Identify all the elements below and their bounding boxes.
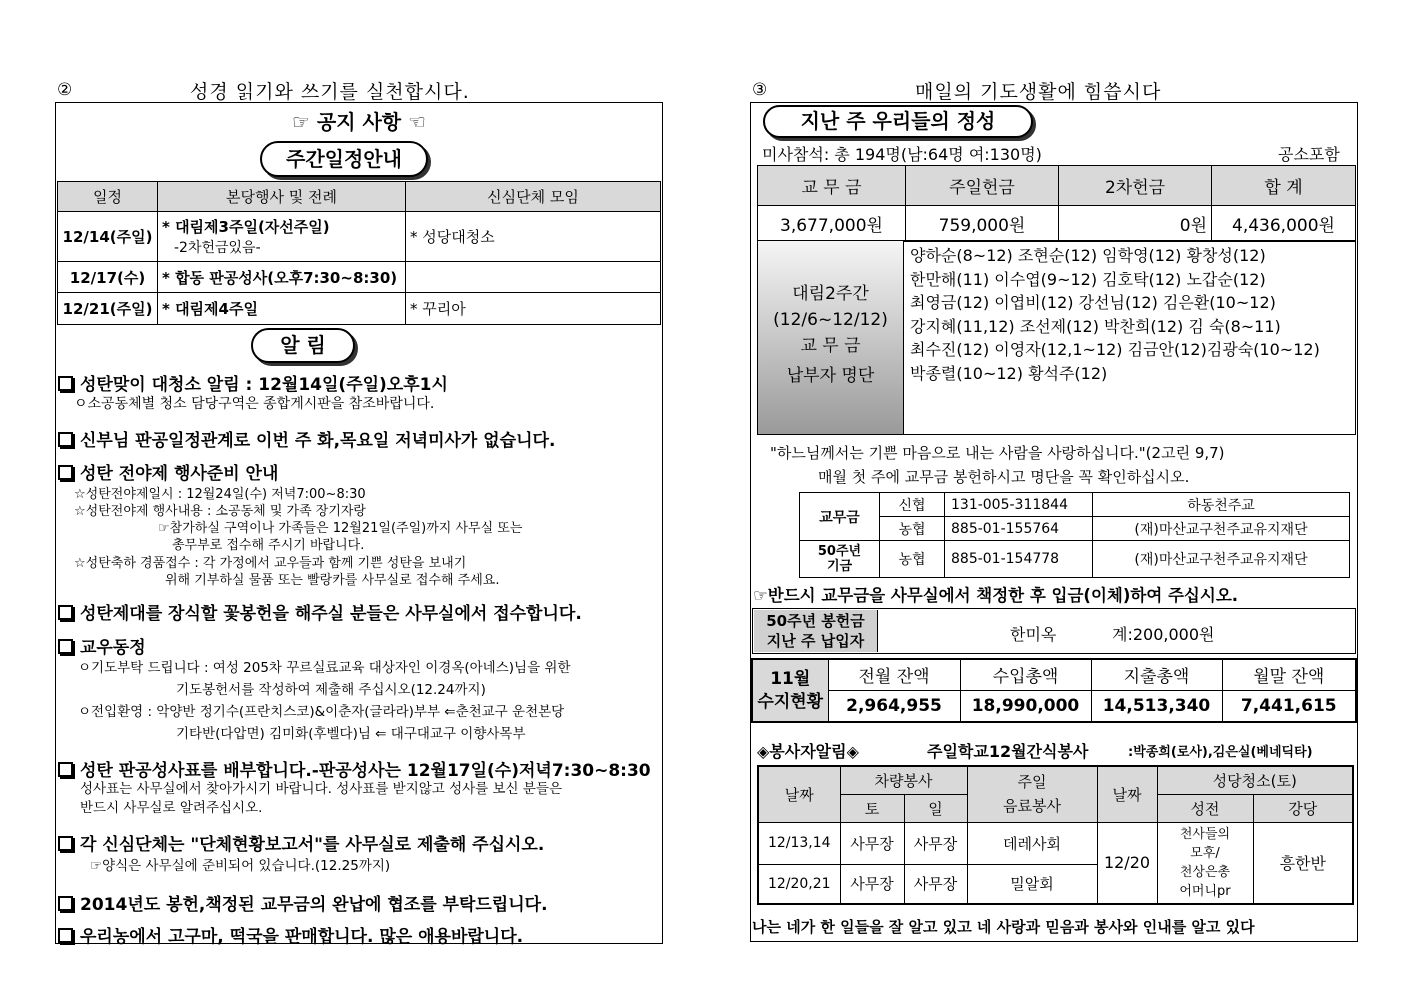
fifty-box-label — [754, 610, 878, 652]
vol-header-sanctuary: 성전 — [1157, 794, 1253, 822]
notice-tithe-heading — [58, 890, 548, 915]
donor-line: 최수진(12) 이영자(12,1~12) 김금안(12)김광숙(10~12) — [910, 340, 1320, 359]
donor-line: 양하순(8~12) 조현순(12) 임학영(12) 황창성(12) — [910, 246, 1266, 265]
vol-header-sun: 일 — [904, 794, 967, 822]
notice-line: ☆성탄전야제 행사내용 : 소공동체 및 가족 장기자랑 — [74, 504, 366, 519]
account-bank: 농협 — [880, 517, 945, 541]
account-table — [799, 492, 1350, 578]
offering-value: 4,436,000원 — [1212, 206, 1356, 242]
schedule-event-sub: -2차헌금있음- — [174, 240, 261, 256]
schedule-group — [406, 262, 661, 293]
donor-label-line: 납부자 명단 — [786, 366, 875, 386]
notice-line: 총무부로 접수해 주시기 바랍니다. — [172, 538, 365, 553]
notice-text: 우리농에서 고구마, 떡국을 판매합니다. 많은 애용바랍니다. — [80, 927, 524, 947]
page-number-left: ② — [57, 80, 73, 100]
notice-line: 반드시 사무실로 알려주십시오. — [80, 800, 263, 816]
schedule-group: * 꾸리아 — [406, 293, 661, 325]
notice-flowers-heading — [58, 599, 582, 624]
account-number: 885-01-154778 — [945, 541, 1093, 578]
offering-value: 3,677,000원 — [758, 206, 906, 242]
vol-header-car: 차량봉사 — [840, 766, 967, 794]
notice-report-heading — [58, 830, 544, 855]
vol-sat: 사무장 — [840, 822, 904, 864]
notice-cleaning-heading — [58, 370, 448, 395]
clean-hall: 흥한반 — [1253, 822, 1353, 904]
vol-header-drink-line: 음료봉사 — [1003, 797, 1061, 816]
notice-mass-heading — [58, 426, 555, 451]
offering-table — [757, 165, 1356, 242]
notice-text: 성탄맞이 대청소 알림 : 12월14일(주일)오후1시 — [80, 375, 448, 395]
finance-header: 전월 잔액 — [828, 659, 960, 690]
vol-drink: 밀알회 — [967, 864, 1097, 904]
fifty-label-line: 기금 — [826, 559, 853, 574]
schedule-event: * 대림제3주일(자선주일) — [162, 218, 330, 236]
fifty-box-label-line: 지난 주 납입자 — [766, 632, 865, 650]
offering-header: 2차헌금 — [1059, 166, 1212, 206]
notice-line: ☞참가하실 구역이나 가족들은 12월21일(주일)까지 사무실 또는 — [158, 521, 523, 536]
page-title-right: 매일의 기도생활에 힘씁시다 — [915, 81, 1162, 103]
offering-header: 주일헌금 — [906, 166, 1059, 206]
sunday-school-names: :박종희(로사),김은실(베네딕타) — [1128, 745, 1313, 760]
notice-line: ㅇ기도부탁 드립니다 : 여성 205차 꾸르실료교육 대상자인 이경옥(아네스)님을 위한 — [78, 660, 571, 676]
vol-drink: 데레사회 — [967, 822, 1097, 864]
donor-list — [910, 244, 1320, 385]
vol-header-drink-line: 주일 — [1017, 773, 1047, 792]
quote: "하느님께서는 기쁜 마음으로 내는 사람을 사랑하십니다."(2고린 9,7) — [770, 444, 1225, 462]
schedule-row — [58, 293, 661, 325]
notice-text: 성탄제대를 장식할 꽃봉헌을 해주실 분들은 사무실에서 접수합니다. — [80, 604, 582, 624]
fifty-box-name: 한미옥 — [1010, 625, 1057, 644]
vol-header-drink — [967, 766, 1097, 822]
checkbox-square-icon — [58, 432, 73, 447]
kyomu-label: 교무금 — [800, 493, 880, 541]
clean-sanctuary-line: 어머니pr — [1179, 883, 1231, 899]
vol-header-hall: 강당 — [1253, 794, 1353, 822]
notice-text: 각 신심단체는 "단체현황보고서"를 사무실로 제출해 주십시오. — [80, 835, 545, 855]
account-owner: 하동천주교 — [1093, 493, 1350, 517]
vol-header-clean: 성당청소(토) — [1157, 766, 1353, 794]
schedule-event: * 합동 판공성사(오후7:30~8:30) — [158, 262, 406, 293]
schedule-header-group: 신심단체 모임 — [406, 182, 661, 212]
finance-label-line: 11월 — [770, 668, 811, 689]
alim-badge: 알 림 — [251, 328, 355, 363]
notice-line: 성사표는 사무실에서 찾아가시기 바랍니다. 성사표를 받지않고 성사를 보신 분들은 — [80, 781, 563, 797]
account-number: 885-01-155764 — [945, 517, 1093, 541]
volunteer-title: ◈봉사자알림◈ — [757, 742, 859, 761]
notice-parishioners-heading — [58, 633, 146, 658]
clean-sanctuary — [1157, 822, 1253, 904]
schedule-header-row — [58, 182, 661, 212]
clean-sanctuary-line: 모후/ — [1190, 845, 1220, 861]
notice-line: 기타반(다압면) 김미화(후벨다)님 ⇐ 대구대교구 이향사목부 — [176, 726, 526, 742]
schedule-table — [57, 181, 661, 325]
checkbox-square-icon — [58, 376, 73, 391]
donor-line: 한만해(11) 이수엽(9~12) 김호탁(12) 노갑순(12) — [910, 269, 1266, 289]
finance-header: 수입총액 — [960, 659, 1091, 690]
donor-label-line: 대림2주간 — [792, 284, 869, 304]
vol-header-date: 날짜 — [758, 766, 840, 822]
vol-header-date2: 날짜 — [1097, 766, 1157, 822]
notice-christmas-eve-heading — [58, 459, 278, 484]
notice-line: ☆성탄축하 경품접수 : 각 가정에서 교우들과 함께 기쁜 성탄을 보내기 — [74, 556, 467, 571]
footer-verse: 나는 네가 한 일들을 잘 알고 있고 네 사랑과 믿음과 봉사와 인내를 알고 있다 — [752, 918, 1255, 936]
notice-text: 교우동정 — [80, 638, 146, 658]
attendance-text: 미사참석: 총 194명(남:64명 여:130명) — [762, 145, 1042, 164]
notice-line: ㅇ소공동체별 청소 담당구역은 종합게시판을 참조바랍니다. — [74, 396, 435, 412]
finance-label-line: 수지현황 — [757, 691, 824, 712]
notice-title: ☞ 공지 사항 ☜ — [291, 110, 427, 134]
checkbox-square-icon — [58, 896, 73, 911]
vol-sun: 사무장 — [904, 864, 967, 904]
checkbox-square-icon — [58, 762, 73, 777]
donor-label-line: (12/6~12/12) — [773, 310, 888, 330]
vol-date: 12/20,21 — [758, 864, 840, 904]
account-bank: 신협 — [880, 493, 945, 517]
fifty-label — [800, 541, 880, 578]
account-owner: (재)마산교구천주교유지재단 — [1093, 541, 1350, 578]
notice-text: 성탄 전야제 행사준비 안내 — [80, 464, 279, 484]
notice-text: 신부님 판공일정관계로 이번 주 화,목요일 저녁미사가 없습니다. — [80, 431, 556, 451]
donor-line: 강지혜(11,12) 조선제(12) 박찬희(12) 김 숙(8~11) — [910, 316, 1281, 336]
finance-value: 7,441,615 — [1222, 690, 1356, 722]
vol-date: 12/13,14 — [758, 822, 840, 864]
donor-label-line: 교 무 금 — [800, 336, 861, 356]
fifty-box-amount: 계:200,000원 — [1112, 625, 1215, 644]
offering-header: 합 계 — [1212, 166, 1356, 206]
clean-date: 12/20 — [1097, 822, 1157, 904]
donor-label — [758, 241, 904, 434]
checkbox-square-icon — [58, 605, 73, 620]
schedule-header-date: 일정 — [58, 182, 158, 212]
finance-table — [751, 658, 1357, 723]
checkbox-square-icon — [58, 836, 73, 851]
finance-value: 14,513,340 — [1091, 690, 1222, 722]
vol-header-sat: 토 — [840, 794, 904, 822]
schedule-badge: 주간일정안내 — [260, 141, 428, 177]
tithe-notice-line: ☞반드시 교무금을 사무실에서 책정한 후 입금(이체)하여 주십시오. — [753, 586, 1239, 605]
notice-sale-heading — [58, 922, 523, 947]
finance-header: 월말 잔액 — [1222, 659, 1356, 690]
volunteer-table — [757, 765, 1354, 905]
donor-line: 박종렬(10~12) 황석주(12) — [910, 363, 1108, 383]
quote-sub: 매월 첫 주에 교무금 봉헌하시고 명단을 꼭 확인하십시오. — [818, 468, 1190, 486]
schedule-date: 12/21(주일) — [58, 293, 158, 325]
clean-sanctuary-line: 천상은총 — [1179, 864, 1231, 880]
donor-line: 최영금(12) 이엽비(12) 강선님(12) 김은환(10~12) — [910, 293, 1276, 312]
offering-header: 교 무 금 — [758, 166, 906, 206]
checkbox-square-icon — [58, 639, 73, 654]
vol-sat: 사무장 — [840, 864, 904, 904]
notice-line: 기도봉헌서를 작성하여 제출해 주십시오(12.24까지) — [176, 682, 486, 698]
offering-value: 0원 — [1059, 206, 1212, 242]
schedule-header-event: 본당행사 및 전례 — [158, 182, 406, 212]
schedule-row — [58, 262, 661, 293]
sunday-school-title: 주일학교12월간식봉사 — [927, 742, 1089, 761]
attendance-note: 공소포함 — [1278, 145, 1340, 164]
fifty-label-line: 50주년 — [817, 544, 862, 559]
schedule-group: * 성당대청소 — [406, 212, 661, 262]
finance-header: 지출총액 — [1091, 659, 1222, 690]
schedule-date: 12/17(수) — [58, 262, 158, 293]
checkbox-square-icon — [58, 465, 73, 480]
notice-line: ☆성탄전야제일시 : 12월24일(수) 저녁7:00~8:30 — [74, 487, 366, 502]
finance-value: 18,990,000 — [960, 690, 1091, 722]
schedule-event: * 대림제4주일 — [158, 293, 406, 325]
notice-line: ㅇ전입환영 : 악양반 정기수(프란치스코)&이춘자(글라라)부부 ⇐춘천교구 운천본당 — [78, 704, 565, 720]
finance-label — [752, 659, 828, 722]
offering-value: 759,000원 — [906, 206, 1059, 242]
fifty-box-label-line: 50주년 봉헌금 — [766, 612, 865, 630]
notice-line: ☞양식은 사무실에 준비되어 있습니다.(12.25까지) — [90, 858, 391, 874]
account-owner: (재)마산교구천주교유지재단 — [1093, 517, 1350, 541]
account-number: 131-005-311844 — [945, 493, 1093, 517]
notice-line: 위해 기부하실 물품 또는 빨랑카를 사무실로 접수해 주세요. — [165, 573, 500, 588]
schedule-date: 12/14(주일) — [58, 212, 158, 262]
checkbox-square-icon — [58, 928, 73, 943]
finance-value: 2,964,955 — [828, 690, 960, 722]
notice-text: 2014년도 봉헌,책정된 교무금의 완납에 협조를 부탁드립니다. — [80, 895, 548, 915]
notice-text: 성탄 판공성사표를 배부합니다.-판공성사는 12월17일(수)저녁7:30~8:30 — [80, 761, 651, 781]
schedule-row — [58, 212, 661, 262]
page-title-left: 성경 읽기와 쓰기를 실천합시다. — [190, 81, 470, 103]
account-bank: 농협 — [880, 541, 945, 578]
clean-sanctuary-line: 천사들의 — [1179, 826, 1231, 842]
vol-sun: 사무장 — [904, 822, 967, 864]
offering-badge: 지난 주 우리들의 정성 — [763, 105, 1033, 138]
page-number-right: ③ — [752, 80, 768, 100]
